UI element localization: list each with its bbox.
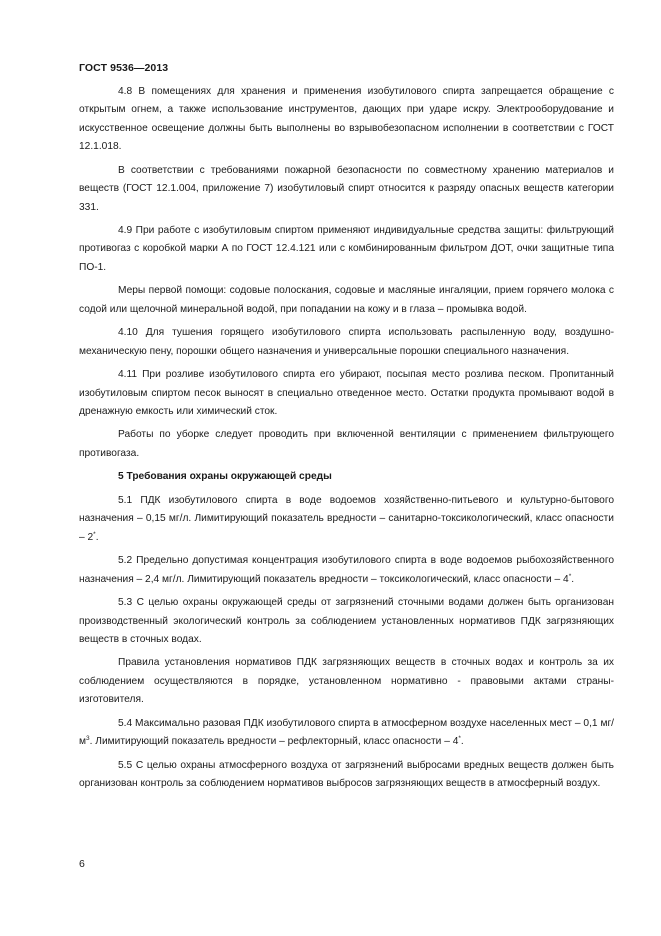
paragraph-4-9: 4.9 При работе с изобутиловым спиртом применяют индивидуальные средства защиты: фильтрующий противогаз с коробкой марки А по ГОСТ 12.4.121 или с комбинированным фильтром ДОТ, очки защитные типа ПО-1.	[79, 225, 614, 273]
page-number: 6	[79, 858, 85, 870]
footnote-mark: *	[93, 530, 96, 538]
paragraph-5-1	[79, 492, 614, 547]
paragraph-4-10: 4.10 Для тушения горящего изобутилового спирта использовать распыленную воду, воздушно-механическую пену, порошки общего назначения и универсальные порошки специального назначения.	[79, 327, 614, 357]
paragraph-5-1-end: .	[95, 531, 99, 543]
paragraph-4-11: 4.11 При розливе изобутилового спирта его убирают, посыпая место розлива песком. Пропитанный изобутиловым спиртом песок выносят в специально отведенное место. Остатки продукта промывают водой в дренажную емкость или химический сток.	[79, 369, 614, 417]
footnote-mark: *	[458, 735, 461, 743]
paragraph-cleanup: Работы по уборке следует проводить при включенной вентиляции с применением фильтрующего противогаза.	[79, 429, 614, 459]
paragraph-5-4-end: .	[460, 736, 464, 748]
paragraph-5-2-text: 5.2 Предельно допустимая концентрация изобутилового спирта в воде водоемов рыбохозяйственного назначения – 2,4 мг/л. Лимитирующий показатель вредности – токсикологический, класс опасности – 4	[79, 555, 614, 585]
paragraph-5-4-text-b: . Лимитирующий показатель вредности – рефлекторный, класс опасности – 4	[89, 736, 459, 748]
paragraph-5-4-text-a: 5.4 Максимально разовая ПДК изобутилового спирта в атмосферном воздухе населенных мест – 0,1 мг/м	[79, 717, 614, 748]
paragraph-5-5: 5.5 С целью охраны атмосферного воздуха от загрязнений выбросами вредных веществ должен быть организован контроль за соблюдением нормативов выбросов загрязняющих веществ в атмосферный воздух.	[79, 759, 614, 790]
footnote-mark: *	[568, 572, 572, 580]
document-body	[79, 83, 614, 799]
paragraph-5-3: 5.3 С целью охраны окружающей среды от загрязнений сточными водами должен быть организован производственный экологический контроль за соблюдением установленных нормативов ПДК загрязняющих веществ в сточных водах.	[79, 597, 614, 645]
paragraph-pdk-rules: Правила установления нормативов ПДК загрязняющих веществ в сточных водах и контроль за их соблюдением осуществляются в порядке, установленном нормативно - правовыми актами страны-изготовителя.	[79, 657, 614, 706]
paragraph-5-2-end: .	[571, 573, 575, 585]
section-5-title: 5 Требования охраны окружающей среды	[118, 471, 332, 483]
paragraph-5-2	[79, 552, 614, 589]
paragraph-5-1-text: 5.1 ПДК изобутилового спирта в воде водоемов хозяйственно-питьевого и культурно-бытового назначения – 0,15 мг/л. Лимитирующий показатель вредности – санитарно-токсикологический, класс опасности – 2	[79, 494, 614, 543]
paragraph-4-8: 4.8 В помещениях для хранения и применения изобутилового спирта запрещается обращение с открытым огнем, а также использование инструментов, дающих при ударе искру. Электрооборудование и искусственное освещение должны быть выполнены во взрывобезопасном исполнении в соответствии с ГОСТ 12.1.018.	[79, 86, 614, 153]
paragraph-first-aid: Меры первой помощи: содовые полоскания, содовые и масляные ингаляции, прием горячего молока с содой или щелочной минеральной водой, при попадании на кожу и в глаза – промывка водой.	[79, 285, 614, 315]
paragraph-5-4	[79, 715, 614, 752]
document-header: ГОСТ 9536—2013	[79, 62, 169, 74]
paragraph-fire-safety: В соответствии с требованиями пожарной безопасности по совместному хранению материалов и веществ (ГОСТ 12.1.004, приложение 7) изобутиловый спирт относится к разряду опасных веществ категории 331.	[79, 164, 614, 213]
superscript-cubed: 3	[86, 735, 90, 743]
